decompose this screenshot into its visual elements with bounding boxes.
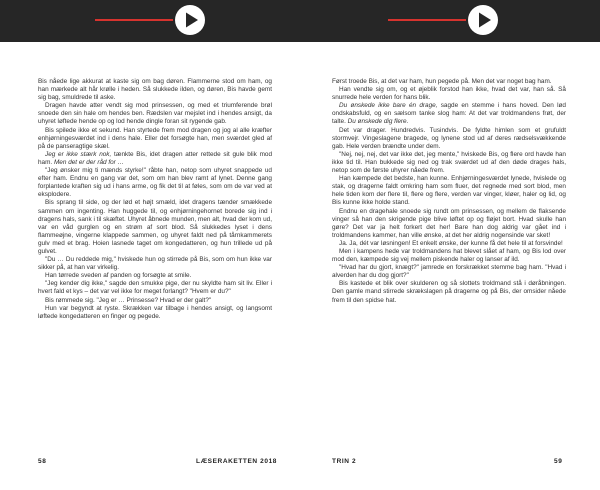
text: sagde en stemme i hans hoved. Den lød ondskabsfuld, og en sælsom tanke slog ham: At det var troldmandens frøt, der talte.: [332, 102, 566, 126]
audio-player-left: [95, 0, 215, 42]
italic-text: Jeg er ikke stærk nok,: [45, 150, 112, 158]
paragraph: "Nej, nej, nej, det var ikke det, jeg mente," hviskede Bis, og flere ord havde han ikke tid til. Han bukkede sig ned og trak sværdet ud af den døde drages hals, netop som de første uhyrer nåede frem.: [332, 150, 566, 175]
paragraph: Bis rømmede sig. "Jeg er … Prinsesse? Hvad er der galt?": [45, 296, 212, 304]
paragraph: Han vendte sig om, og et øjeblik forstod han ikke, hvad det var, han så. Så snurrede hele verden for hans blik.: [332, 86, 566, 102]
italic-text: Du ønskede dig flere.: [347, 118, 409, 126]
audio-progress-track-left[interactable]: [95, 19, 173, 21]
page-number-left: 58: [38, 458, 47, 465]
text: tænkte Bis, idet dragen atter rettede sit gule blik mod ham.: [38, 150, 273, 166]
play-icon: [175, 5, 205, 35]
paragraph: Hun var begyndt at ryste. Skrækken var tilbage i hendes ansigt, og langsomt løftede kongedatteren en finger og pegede.: [38, 304, 272, 320]
audio-progress-track-right[interactable]: [388, 19, 466, 21]
paragraph: Først troede Bis, at det var ham, hun pegede på. Men det var noget bag ham.: [332, 78, 552, 85]
audio-player-right: [388, 0, 508, 42]
play-button-right[interactable]: [468, 5, 498, 35]
paragraph: "Jeg ønsker mig ti mænds styrke!" råbte han, netop som uhyret snappede ud efter ham. Endnu en gang var det, som om han blev ramt af lynet. Denne gang forplantede kraften sig ud i hans arme, og fik det til at føles, som om de var ved at eksplodere.: [38, 167, 272, 199]
paragraph: "Hvad har du gjort, knægt?" jamrede en forskrækket stemme bag ham. "Hvad i alverden har du dog gjort?": [332, 264, 566, 280]
paragraph: Bis nåede lige akkurat at kaste sig om bag døren. Flammerne stod om ham, og han mærkede alt hår krølle i heden. Så slukkede ilden, og døren, Bis havde gemt sig bag, smuldrede til aske.: [38, 78, 272, 102]
play-button-left[interactable]: [175, 5, 205, 35]
footer-title-left: LÆSERAKETTEN 2018: [196, 458, 277, 465]
play-icon: [468, 5, 498, 35]
paragraph: Men i kampens hede var troldmandens hat blevet slået af ham, og Bis lod over mod den, kæmpede sig vej mellem piskende haler og lanser af ild.: [332, 247, 566, 264]
paragraph: Han kæmpede det bedste, han kunne. Enhjørningesværdet lynede, hvislede og stak, og dragerne faldt omkring ham som fluer, det regnede med sort blod, men hele tiden kom der flere til, flere og flere, verden var vinger, kløer, haler og lid, og Bis kunne ikke holde stand.: [332, 175, 566, 207]
left-page: [38, 78, 272, 321]
paragraph: Dragen havde atter vendt sig mod prinsessen, og med et triumferende brøl snoede den sin hale om hendes ben. Rædslen var mejslet ind i hendes ansigt, da uhyret løftede hende op og lod hende dingle foran sit rygende gab.: [38, 102, 272, 126]
paragraph: "Jeg kender dig ikke," sagde den smukke pige, der nu skyldte ham sit liv. Eller i hvert fald et kys – det var vel ikke for meget forlangt? "Hvem er du?": [38, 280, 272, 296]
paragraph: [38, 151, 272, 167]
top-toolbar: [0, 0, 600, 42]
paragraph: Det var drager. Hundredvis. Tusindvis. De fyldte himlen som et grufuldt stormvejr. Vingeslagene bragede, og lynene stod ud af deres rædselsvækkende gab. Hele verden brændte under dem.: [332, 126, 566, 150]
italic-text: Du ønskede ikke bare én drage,: [339, 102, 438, 110]
right-page: [332, 78, 566, 305]
paragraph: Bis sprang til side, og der lød et højt smæld, idet dragens tænder smækkede sammen om ingenting. Han huggede til, og enhjørningehornet borede sig ind i dragens hals, sank i til skæftet. Uhyret åbnede munden, men alt, hvad der kom ud, var en våd gurglen og en strøm af sort blod. Så slukkedes lyset i dens flammeøjne, vingerne klappede sammen, og uhyret faldt ned på tårnkammerets gulv med et brag. Hoien lasnede taget om kongedatteren, og hun trillede ud på gulvet.: [38, 199, 272, 255]
paragraph: [332, 102, 566, 126]
paragraph: Han tørrede sveden af panden og forsøgte at smile.: [45, 272, 192, 280]
paragraph: Bis kastede et blik over skulderen og så slottets troldmand stå i døråbningen. Den gamle mand stirrede skrækslagen på dragerne og på Bis, der omsider nåede frem til den spidse hat.: [332, 280, 566, 304]
paragraph: Endnu en dragehale snoede sig rundt om prinsessen, og mellem de flaksende vinger så han den skrigende pige blive løftet op og fløjet bort. Hvad skulle han gøre? Det var ja helt forkert det her! Bare han dog aldrig var gået ind i troldmandens kammer, han ville ønske, at det her aldrig nogensinde var sket!: [332, 207, 566, 239]
paragraph: Bis spilede ikke et sekund. Han styrtede frem mod dragen og jog al alle kræfter enhjørningesværdet ind i dens hale. Eller det forsøgte han, men sværdet gled af på de panseragtige skæl.: [38, 126, 272, 150]
paragraph: Ja. Ja, dét var løsningen! Et enkelt ønske, der kunne få det hele til at forsvinde!: [339, 239, 563, 247]
paragraph: "Du … Du reddede mig," hviskede hun og stirrede på Bis, som om hun ikke var sikker på, at han var virkelig.: [38, 256, 272, 272]
italic-text: Men det er der råd for …: [53, 158, 124, 166]
page-number-right: 59: [554, 458, 563, 465]
footer-title-right: TRIN 2: [332, 458, 357, 465]
